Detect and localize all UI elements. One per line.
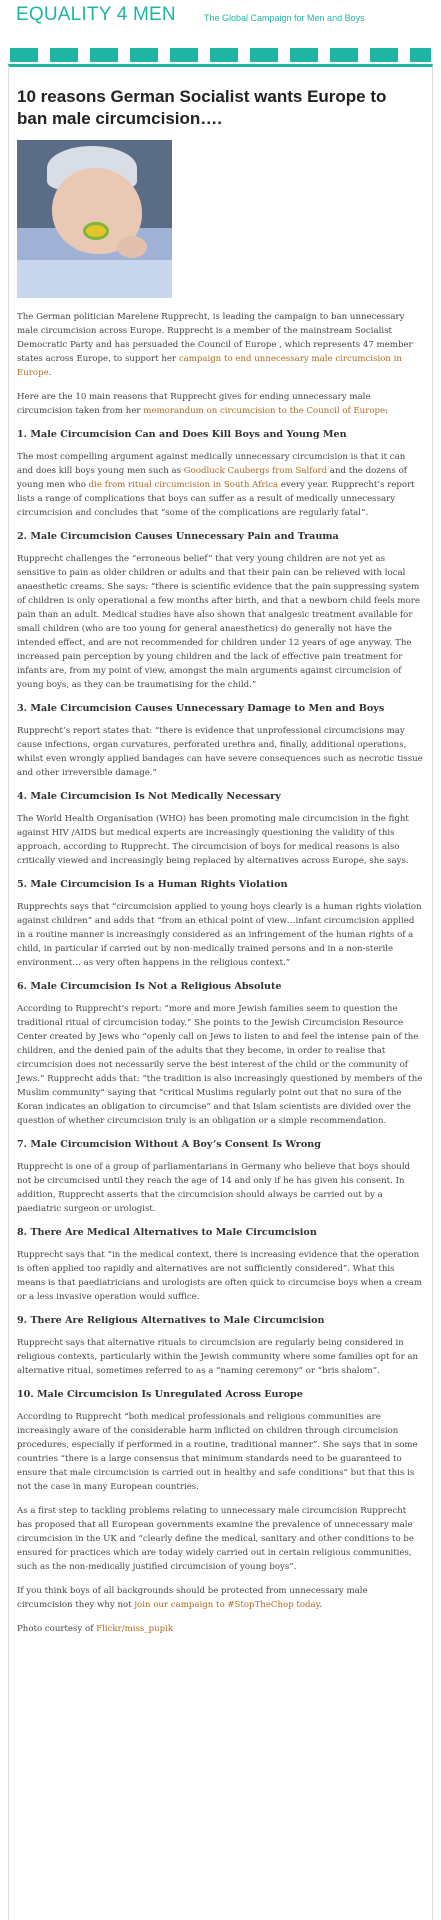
section-heading-1: 1. Male Circumcision Can and Does Kill Boys and Young Men xyxy=(17,429,347,440)
section-body-1: The most compelling argument against medically unnecessary circumcision is that it can and does kill boys young men such as Goodluck Caubergs from Salford and the dozens of young men who die from ritual circumcision in South Africa every year. Rupprecht’s report lists a range of complications that boys can suffer as a result of medically unnecessary circumcision and concludes that “some of the complications are regularly fatal”. xyxy=(17,452,415,518)
section-heading-2: 2. Male Circumcision Causes Unnecessary Pain and Trauma xyxy=(17,531,339,542)
section-body-10: According to Rupprecht “both medical professionals and religious communities are increasingly aware of the considerable harm inflicted on children through circumcision procedures, especially if performed in a routine, traditional manner”. She says that in some countries “there is a large consensus that minimum standards need to be guaranteed to ensure that male circumcision is carried out in healthy and safe conditions” but that this is not the case in many European countries. xyxy=(17,1412,418,1492)
section-body-6: According to Rupprecht’s report: “more and more Jewish families seem to question the traditional ritual of circumcision today.” She points to the Jewish Circumcision Resource Center created by Jews who “openly call on Jews to listen to and feel the intense pain of the children, and the denied pain of the adults that they become, in order to realise that circumcision does not necessarily serve the best interest of the child or the community of Jews.” Rupprecht adds that: “the tradition is also increasingly questioned by members of the Muslim community” saying that “critical Muslims regularly point out that no sura of the Koran indicates an obligation to circumcise” and that Islam scientists are divided over the question of whether circumcision truly is an obligation or a simple recommendation. xyxy=(17,1004,423,1126)
section-body-5: Rupprechts says that “circumcision applied to young boys clearly is a human rights violation against children” and adds that “from an ethical point of view…infant circumcision applied in a routine manner is increasingly considered as an infringement of the human rights of a child, in particular if carried out by non-medically trained persons and in a non-sterile environment… as very often happens in the religious context.” xyxy=(17,902,422,968)
goodluck-link[interactable]: Goodluck Caubergs from Salford xyxy=(183,466,328,476)
section-heading-4: 4. Male Circumcision Is Not Medically Necessary xyxy=(17,791,281,802)
closing-paragraph-2: If you think boys of all backgrounds should be protected from unnecessary male circumcision they why not join our campaign to #StopTheChop today. xyxy=(17,1586,368,1610)
article-title: 10 reasons German Socialist wants Europe to ban male circumcision…. xyxy=(17,87,387,128)
section-body-8: Rupprecht says that “in the medical context, there is increasing evidence that the operation is often applied too rapidly and alternatives are not sufficiently considered”. What this means is that paediatricians and urologists are often quick to circumcise boys when a cream or a less invasive operation would suffice. xyxy=(17,1250,422,1302)
section-body-9: Rupprecht says that alternative rituals to circumcision are regularly being considered in religious contexts, particularly within the Jewish community where some families opt for an alternative ritual, sometimes referred to as a “naming ceremony” or “bris shalom”. xyxy=(17,1338,419,1376)
section-heading-3: 3. Male Circumcision Causes Unnecessary Damage to Men and Boys xyxy=(17,703,385,714)
section-body-7: Rupprecht is one of a group of parliamentarians in Germany who believe that boys should not be circumcised until they reach the age of 14 and only if he has given his consent. In addition, Rupprecht asserts that the circumcision should always be carried out by a paediatric surgeon or urologist. xyxy=(17,1162,411,1214)
section-heading-6: 6. Male Circumcision Is Not a Religious Absolute xyxy=(17,981,282,992)
photo-blanket-light xyxy=(17,260,172,298)
intro-paragraph-1: The German politician Marelene Rupprecht, is leading the campaign to ban unnecessary male circumcision across Europe. Rupprecht is a member of the mainstream Socialist Democratic Party and has persuaded the Council of Europe , which represents 47 member states across Europe, to support her campaign to end unnecessary male circumcision in Europe. xyxy=(17,312,413,378)
section-body-3: Rupprecht’s report states that: “there is evidence that unprofessional circumcisions may cause infections, organ curvatures, perforated urethra and, finally, additional operations, whilst even wrongly applied bandages can have severe consequences such as necrotic tissue and other irreversible damage.” xyxy=(17,726,423,778)
memorandum-link[interactable]: memorandum on circumcision to the Council of Europe xyxy=(143,406,386,416)
site-tagline: The Global Campaign for Men and Boys xyxy=(204,13,365,23)
decorative-banner-strip xyxy=(10,48,431,62)
closing-paragraph-1: As a first step to tackling problems relating to unnecessary male circumcision Rupprecht has proposed that all European governments examine the prevalence of unnecessary male circumcision in the UK and “clearly define the medical, sanitary and other conditions to be ensured for practices which are today widely carried out in certain religious communities, such as the non-medically justified circumcision of young boys”. xyxy=(17,1506,414,1572)
photo-credit: Photo courtesy of Flickr/miss_pupik xyxy=(17,1624,174,1634)
section-heading-8: 8. There Are Medical Alternatives to Male Circumcision xyxy=(17,1227,317,1238)
section-body-4: The World Health Organisation (WHO) has been promoting male circumcision in the fight against HIV /AIDS but medical experts are increasingly questioning the validity of this approach, according to Rupprecht. The circumcision of boys for medical reasons is also critically viewed and increasingly being replaced by alternatives across Europe, she says. xyxy=(17,814,409,866)
section-body-2: Rupprecht challenges the “erroneous belief” that very young children are not yet as sensitive to pain as older children or adults and that their pain can be relieved with local anaesthetic creams. She says: “there is scientific evidence that the pain suppressing system of children is only operational a few months after birth, and that a newborn child feels more pain than an adult. Medical studies have also shown that analgesic treatment available for small children (who are too young for general anaesthetics) do generally not have the intended effect, and are not recommended for children under 12 years of age anyway. The increased pain perception by young children and the lack of effective pain treatment for infants are, from my point of view, amongst the main arguments against circumcision of young boys, as they can be traumatising for the child.” xyxy=(17,554,420,690)
photo-hand xyxy=(117,236,147,258)
section-heading-10: 10. Male Circumcision Is Unregulated Across Europe xyxy=(17,1389,303,1400)
campaign-link[interactable]: campaign to end unnecessary male circumcision in Europe xyxy=(17,354,402,378)
section-heading-7: 7. Male Circumcision Without A Boy’s Consent Is Wrong xyxy=(17,1139,321,1150)
baby-photo xyxy=(17,140,172,298)
intro-paragraph-2: Here are the 10 main reasons that Rupprecht gives for ending unnecessary male circumcision taken from her memorandum on circumcision to the Council of Europe: xyxy=(17,392,388,416)
article-body xyxy=(17,310,423,1646)
site-logo[interactable]: EQUALITY 4 MEN xyxy=(16,4,176,25)
site-header xyxy=(0,0,441,32)
section-heading-9: 9. There Are Religious Alternatives to Male Circumcision xyxy=(17,1315,325,1326)
section-heading-5: 5. Male Circumcision Is a Human Rights Violation xyxy=(17,879,288,890)
stopthechop-link[interactable]: join our campaign to #StopTheChop today xyxy=(134,1600,320,1610)
pacifier-icon xyxy=(83,222,109,240)
south-africa-link[interactable]: die from ritual circumcision in South Africa xyxy=(88,480,279,490)
flickr-link[interactable]: Flickr/miss_pupik xyxy=(96,1624,174,1634)
